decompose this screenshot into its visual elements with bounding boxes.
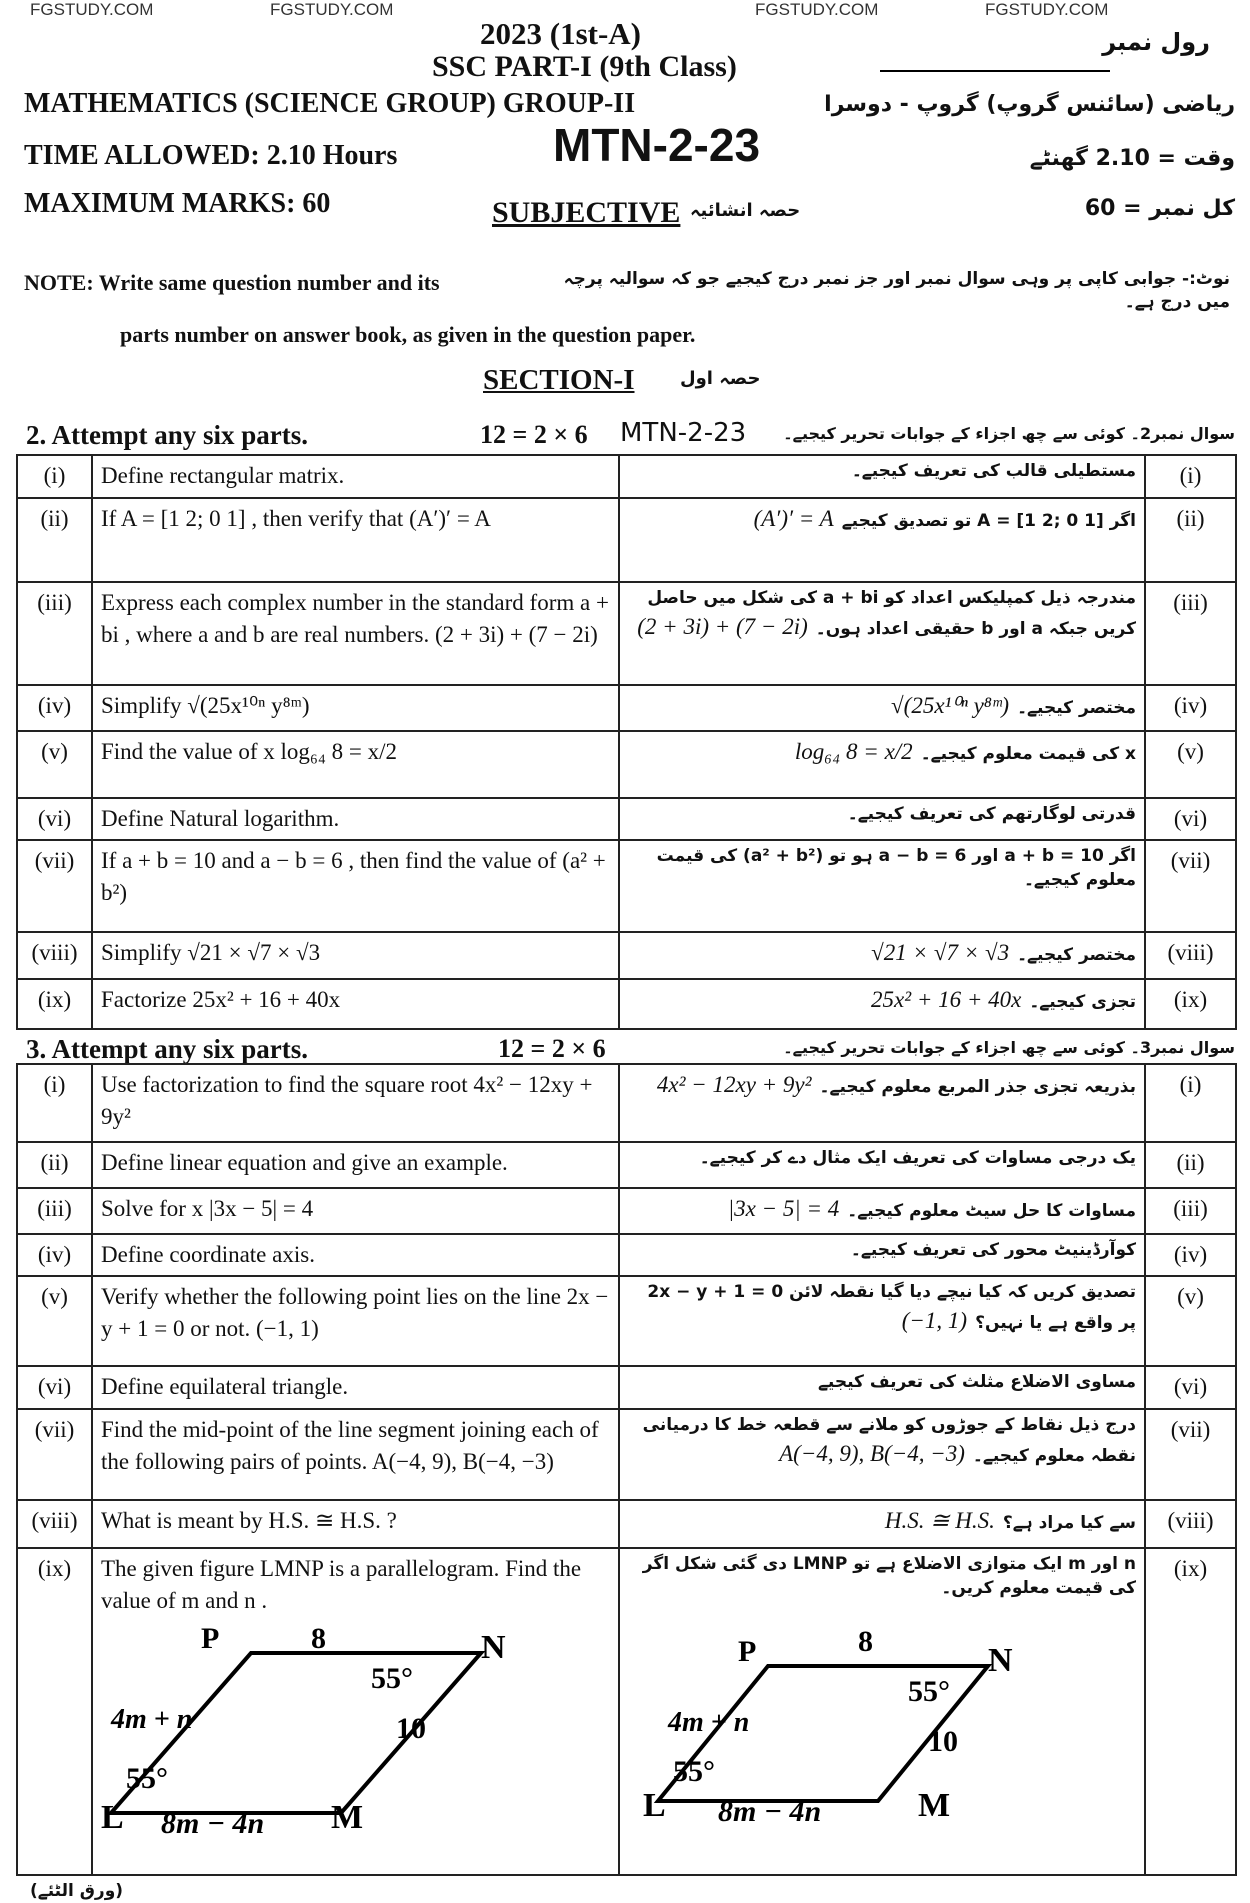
question-urdu [619, 798, 1145, 840]
angle-l: 55° [673, 1754, 715, 1788]
question-urdu-text: اگر a + b = 10 اور a − b = 6 ہو تو (a² + b²) کی قیمت معلوم کیجیے۔ [656, 846, 1136, 890]
question-urdu-text: مستطیلی قالب کی تعریف کیجیے۔ [851, 461, 1136, 481]
part-number: (ix) [17, 979, 92, 1029]
question-text: Use factorization to find the square root 4x² − 12xy + 9y² [101, 1072, 593, 1130]
question-math: (2 + 3i) + (7 − 2i) [637, 613, 808, 639]
side-left: 4m + n [668, 1706, 750, 1738]
question-english [92, 455, 619, 498]
part-number: (v) [17, 1276, 92, 1366]
part-number: (vii) [17, 1409, 92, 1500]
side-bottom: 8m − 4n [161, 1806, 265, 1840]
watermark: FGSTUDY.COM [755, 0, 879, 19]
question-urdu [619, 1234, 1145, 1276]
question-text: Define equilateral triangle. [101, 1374, 349, 1400]
side-right: 10 [928, 1724, 958, 1758]
part-number-urdu: (i) [1145, 1064, 1236, 1142]
question-row [17, 932, 1236, 979]
part-number: (iii) [17, 582, 92, 685]
maximum-marks: MAXIMUM MARKS: 60 [24, 188, 331, 219]
class-title: SSC PART-I (9th Class) [432, 50, 737, 83]
question-urdu [619, 1064, 1145, 1142]
question-row [17, 1064, 1236, 1142]
question-english [92, 1500, 619, 1548]
subject-title: MATHEMATICS (SCIENCE GROUP) GROUP-II [24, 88, 636, 119]
part-number-urdu: (ii) [1145, 1142, 1236, 1188]
question-urdu [619, 1548, 1145, 1875]
question-text: The given figure LMNP is a parallelogram. Find the value of m and n . [101, 1556, 582, 1614]
part-number-urdu: (viii) [1145, 1500, 1236, 1548]
question-urdu [619, 685, 1145, 731]
question-text: Express each complex number in the standard form a + bi , where a and b are real numbers. (2 + 3i) + (7 − 2i) [101, 590, 609, 648]
question-row [17, 455, 1236, 498]
question-text: Find the mid-point of the line segment joining each of the following pairs of points. A(−4, 9), B(−4, −3) [101, 1417, 599, 1475]
question-english [92, 685, 619, 731]
part-number-urdu: (vii) [1145, 840, 1236, 932]
question-math: H.S. ≅ H.S. [884, 1508, 995, 1534]
q3-table [16, 1063, 1237, 1876]
question-math: √21 × √7 × √3 [871, 940, 1010, 966]
side-left: 4m + n [111, 1703, 193, 1735]
question-row [17, 1409, 1236, 1500]
part-number-urdu: (vi) [1145, 1366, 1236, 1409]
question-urdu [619, 932, 1145, 979]
turn-over: (ورق الٹئے) [30, 1881, 124, 1901]
q2-heading-urdu: سوال نمبر2۔ کوئی سے چھ اجزاء کے جوابات تحریر کیجیے۔ [783, 424, 1235, 443]
question-text: Find the value of x log₆₄ 8 = x/2 [101, 739, 398, 764]
question-urdu-text: قدرتی لوگارتھم کی تعریف کیجیے۔ [847, 804, 1136, 824]
note-urdu: نوٹ:- جوابی کاپی پر وہی سوال نمبر اور جز نمبر درج کیجیے جو کہ سوالیہ پرچہ میں درج ہے۔ [563, 269, 1230, 312]
part-number-urdu: (ii) [1145, 498, 1236, 582]
part-number-urdu: (ix) [1145, 1548, 1236, 1875]
vertex-p: P [738, 1634, 757, 1668]
vertex-p: P [201, 1621, 220, 1655]
question-urdu [619, 1409, 1145, 1500]
question-urdu [619, 1366, 1145, 1409]
part-number-urdu: (v) [1145, 731, 1236, 798]
question-english [92, 1276, 619, 1366]
angle-l: 55° [126, 1761, 168, 1795]
question-urdu [619, 1188, 1145, 1234]
part-number-urdu: (vii) [1145, 1409, 1236, 1500]
angle-n: 55° [908, 1674, 950, 1708]
part-number-urdu: (iii) [1145, 1188, 1236, 1234]
question-text: Define coordinate axis. [101, 1242, 315, 1267]
question-urdu-text: تصدیق کریں کہ کیا نیچے دیا گیا نقطہ لائن 2x − y + 1 = 0 پر واقع ہے یا نہیں؟ [647, 1282, 1136, 1333]
exam-year: 2023 (1st-A) [480, 16, 641, 51]
question-row [17, 498, 1236, 582]
part-number: (vi) [17, 798, 92, 840]
question-urdu [619, 498, 1145, 582]
question-math: A(−4, 9), B(−4, −3) [779, 1440, 965, 1466]
question-text: Define Natural logarithm. [101, 806, 340, 831]
question-text: What is meant by H.S. ≅ H.S. ? [101, 1508, 397, 1534]
watermark: FGSTUDY.COM [270, 0, 394, 19]
side-bottom: 8m − 4n [718, 1794, 822, 1828]
question-urdu-text: مختصر کیجیے۔ [1017, 945, 1136, 966]
question-row [17, 1276, 1236, 1366]
question-text: Solve for x |3x − 5| = 4 [101, 1196, 314, 1221]
question-row [17, 979, 1236, 1029]
question-english [92, 731, 619, 798]
part-number: (viii) [17, 1500, 92, 1548]
q2-marks: 12 = 2 × 6 [480, 420, 588, 449]
question-english [92, 932, 619, 979]
vertex-l: L [101, 1798, 124, 1836]
part-number: (vii) [17, 840, 92, 932]
part-number: (iv) [17, 1234, 92, 1276]
subjective-heading: SUBJECTIVE [492, 196, 681, 229]
question-english [92, 840, 619, 932]
watermark: FGSTUDY.COM [985, 0, 1109, 19]
subjective-heading-urdu: حصہ انشائیہ [690, 200, 801, 221]
question-english [92, 1188, 619, 1234]
question-math: |3x − 5| = 4 [727, 1196, 840, 1221]
paper-code: MTN-2-23 [553, 119, 761, 171]
question-row [17, 1500, 1236, 1548]
question-row [17, 798, 1236, 840]
maximum-marks-urdu: کل نمبر = 60 [1084, 196, 1235, 221]
part-number: (iv) [17, 685, 92, 731]
q2-heading: 2. Attempt any six parts. [26, 420, 308, 450]
note-line-1: NOTE: Write same question number and its [24, 270, 440, 295]
time-allowed-urdu: وقت = 2.10 گھنٹے [1029, 146, 1235, 171]
note-line-2: parts number on answer book, as given in the question paper. [120, 322, 696, 347]
q3-heading-urdu: سوال نمبر3۔ کوئی سے چھ اجزاء کے جوابات تحریر کیجیے۔ [783, 1038, 1235, 1057]
question-urdu [619, 1142, 1145, 1188]
q2-table [16, 454, 1237, 1030]
part-number-urdu: (i) [1145, 455, 1236, 498]
question-row [17, 1366, 1236, 1409]
section-heading: SECTION-I [483, 364, 635, 396]
part-number: (viii) [17, 932, 92, 979]
vertex-m: M [331, 1798, 364, 1836]
part-number: (ix) [17, 1548, 92, 1875]
question-row [17, 582, 1236, 685]
question-english [92, 1366, 619, 1409]
question-text: Verify whether the following point lies on the line 2x − y + 1 = 0 or not. (−1, 1) [101, 1284, 609, 1342]
question-urdu [619, 1500, 1145, 1548]
question-english [92, 1234, 619, 1276]
part-number-urdu: (iv) [1145, 1234, 1236, 1276]
question-text: If A = [1 2; 0 1] , then verify that (A′)′ = A [101, 506, 491, 531]
side-top: 8 [858, 1624, 873, 1658]
vertex-m: M [918, 1786, 951, 1824]
question-urdu-text: اگر A = [1 2; 0 1] تو تصدیق کیجیے [841, 511, 1136, 531]
time-allowed: TIME ALLOWED: 2.10 Hours [24, 140, 398, 171]
question-urdu-text: مساوات کا حل سیٹ معلوم کیجیے۔ [847, 1201, 1136, 1221]
part-number: (i) [17, 1064, 92, 1142]
question-math: √(25x¹⁰ⁿ y⁸ᵐ) [891, 693, 1010, 718]
question-math: (−1, 1) [901, 1307, 968, 1333]
question-urdu-text: مساوی الاضلاع مثلث کی تعریف کیجیے [817, 1372, 1136, 1393]
question-math: 4x² − 12xy + 9y² [656, 1072, 812, 1097]
part-number-urdu: (ix) [1145, 979, 1236, 1029]
question-urdu [619, 455, 1145, 498]
question-text: Factorize 25x² + 16 + 40x [101, 987, 341, 1013]
question-urdu-text: تجزی کیجیے۔ [1029, 992, 1136, 1013]
question-row [17, 685, 1236, 731]
question-english [92, 1548, 619, 1875]
question-urdu [619, 582, 1145, 685]
question-urdu-text: بذریعہ تجزی جذر المربع معلوم کیجیے۔ [819, 1077, 1136, 1097]
side-right: 10 [396, 1711, 426, 1745]
question-urdu-text: یک درجی مساوات کی تعریف ایک مثال دے کر کیجیے۔ [699, 1148, 1136, 1168]
question-urdu [619, 979, 1145, 1029]
part-number-urdu: (iii) [1145, 582, 1236, 685]
parallelogram-figure [628, 1611, 1048, 1828]
question-text: If a + b = 10 and a − b = 6 , then find the value of (a² + b²) [101, 848, 606, 906]
question-urdu-text: مختصر کیجیے۔ [1017, 698, 1136, 718]
question-text: Define rectangular matrix. [101, 463, 345, 488]
question-row [17, 1234, 1236, 1276]
question-math: 25x² + 16 + 40x [870, 987, 1022, 1013]
part-number: (v) [17, 731, 92, 798]
question-text: Define linear equation and give an example. [101, 1150, 508, 1175]
question-urdu-text: دی گئی شکل اگر LMNP ایک متوازی الاضلاع ہے تو m اور n کی قیمت معلوم کریں۔ [642, 1554, 1136, 1598]
question-english [92, 1142, 619, 1188]
question-row [17, 1142, 1236, 1188]
side-top: 8 [311, 1621, 326, 1655]
question-urdu-text: سے کیا مراد ہے؟ [1002, 1513, 1136, 1534]
question-row [17, 1188, 1236, 1234]
part-number-urdu: (vi) [1145, 798, 1236, 840]
subject-title-urdu: ریاضی (سائنس گروپ) گروپ - دوسرا [824, 92, 1235, 117]
vertex-n: N [481, 1628, 506, 1666]
roll-number-line [880, 70, 1110, 72]
question-urdu-text: درج ذیل نقاط کے جوڑوں کو ملانے سے قطعہ خط کا درمیانی نقطہ معلوم کیجیے۔ [642, 1415, 1136, 1466]
question-row [17, 731, 1236, 798]
question-text: Simplify √(25x¹⁰ⁿ y⁸ᵐ) [101, 693, 310, 718]
section-heading-urdu: حصہ اول [680, 368, 761, 389]
question-english [92, 582, 619, 685]
question-urdu [619, 731, 1145, 798]
part-number: (ii) [17, 498, 92, 582]
part-number-urdu: (iv) [1145, 685, 1236, 731]
q3-heading: 3. Attempt any six parts. [26, 1034, 308, 1064]
question-urdu-text: مندرجہ ذیل کمپلیکس اعداد کو a + bi کی شکل میں حاصل کریں جبکہ a اور b حقیقی اعداد ہوں۔ [647, 588, 1136, 639]
watermark: FGSTUDY.COM [30, 0, 154, 19]
roll-number-label: رول نمبر [1102, 28, 1210, 56]
q3-marks: 12 = 2 × 6 [498, 1034, 606, 1063]
question-english [92, 798, 619, 840]
part-number-urdu: (viii) [1145, 932, 1236, 979]
question-math: (A′)′ = A [753, 506, 834, 531]
question-urdu [619, 1276, 1145, 1366]
question-english [92, 498, 619, 582]
vertex-l: L [643, 1786, 666, 1824]
question-english [92, 979, 619, 1029]
question-text: Simplify √21 × √7 × √3 [101, 940, 321, 966]
question-math: log₆₄ 8 = x/2 [794, 739, 913, 764]
part-number: (ii) [17, 1142, 92, 1188]
part-number: (iii) [17, 1188, 92, 1234]
question-urdu [619, 840, 1145, 932]
handwritten-code: MTN-2-23 [620, 418, 747, 448]
question-english [92, 1409, 619, 1500]
question-row [17, 1548, 1236, 1875]
angle-n: 55° [371, 1661, 413, 1695]
part-number-urdu: (v) [1145, 1276, 1236, 1366]
vertex-n: N [988, 1641, 1013, 1679]
part-number: (vi) [17, 1366, 92, 1409]
question-urdu-text: x کی قیمت معلوم کیجیے۔ [920, 744, 1136, 764]
part-number: (i) [17, 455, 92, 498]
question-row [17, 840, 1236, 932]
question-urdu-text: کوآرڈینیٹ محور کی تعریف کیجیے۔ [850, 1240, 1136, 1260]
question-english [92, 1064, 619, 1142]
parallelogram-figure [101, 1621, 521, 1840]
